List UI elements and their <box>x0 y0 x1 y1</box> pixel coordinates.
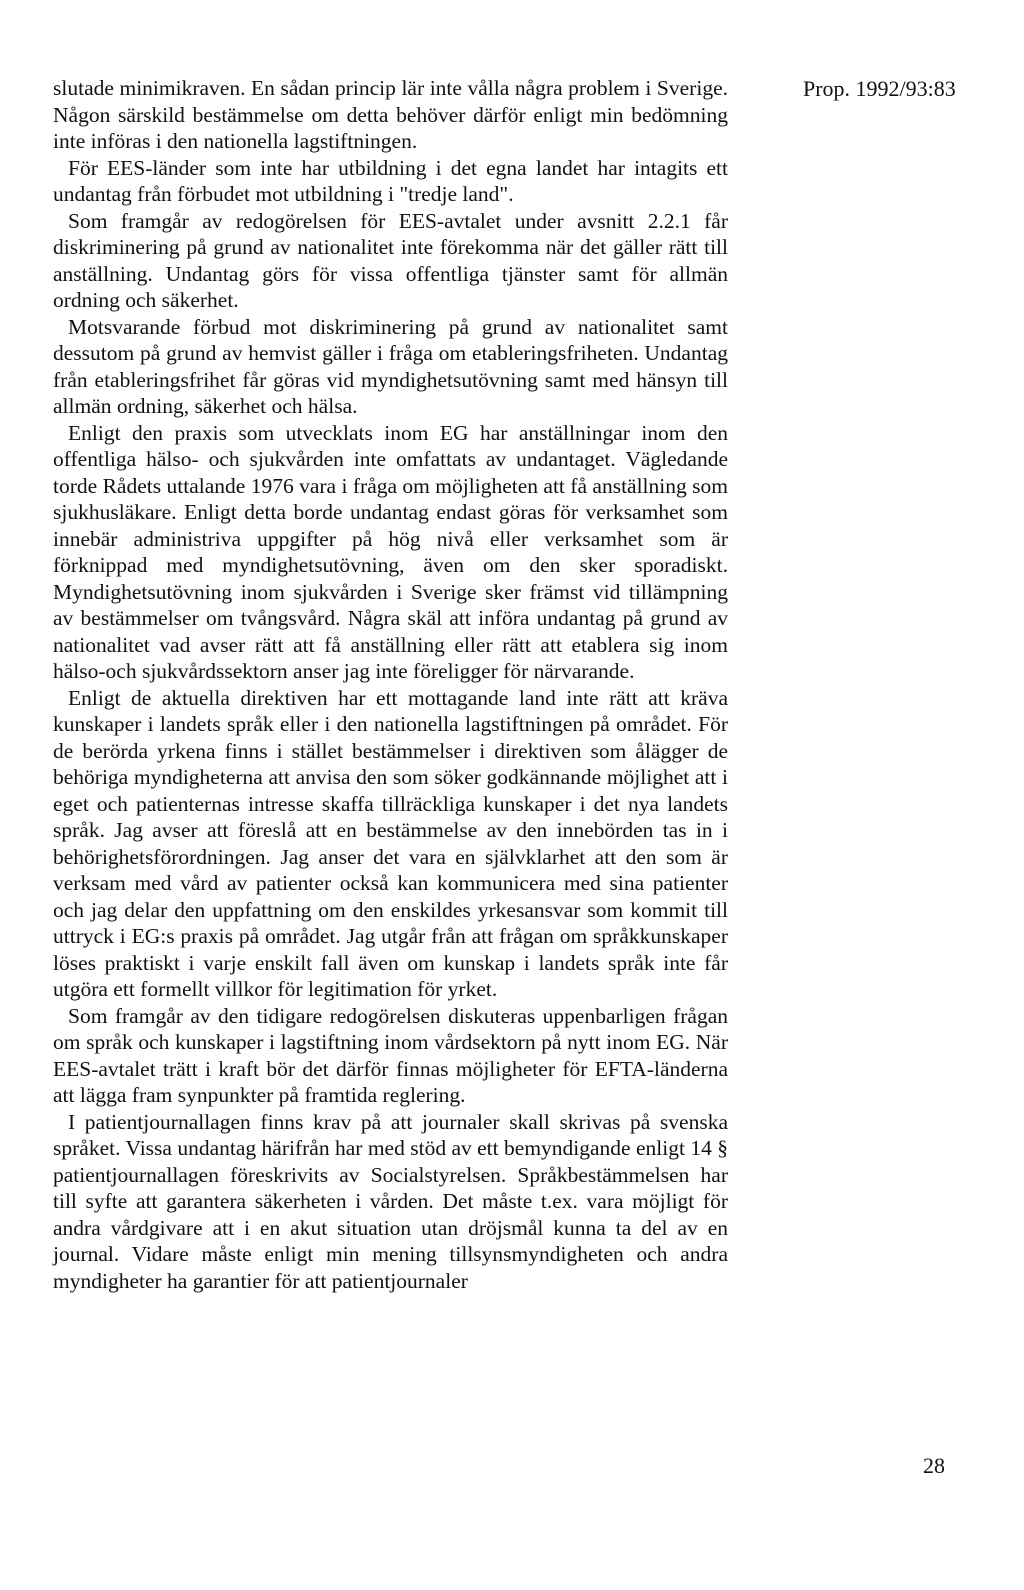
paragraph-7: Som framgår av den tidigare redogörelsen diskuteras uppenbarligen frågan om språk och kunskaper i lagstiftning inom vårdsektorn på nytt inom EG. När EES-avtalet trätt i kraft bör det därför finnas möjligheter för EFTA-länderna att lägga fram synpunkter på framtida reglering. <box>53 1003 728 1107</box>
paragraph-1: slutade minimikraven. En sådan princip lär inte vålla några problem i Sverige. Någon särskild bestämmelse om detta behöver därför enligt min bedömning inte införas i den nationella lagstiftningen. <box>53 76 728 153</box>
paragraph-4: Motsvarande förbud mot diskriminering på grund av nationalitet samt dessutom på grund av hemvist gäller i fråga om etableringsfriheten. Undantag från etableringsfrihet får göras vid myndighetsutövning samt med hänsyn till allmän ordning, säkerhet och hälsa. <box>53 314 728 418</box>
paragraph-8: I patientjournallagen finns krav på att journaler skall skrivas på svenska språket. Vissa undantag härifrån har med stöd av ett bemyndigande enligt 14 § patientjournallagen föreskrivits av Socialstyrelsen. Språkbestämmelsen har till syfte att garantera säkerheten i vården. Det måste t.ex. vara möjligt för andra vårdgivare att i en akut situation utan dröjsmål kunna ta del av en journal. Vidare måste enligt min mening tillsynsmyndigheten och andra myndigheter ha garantier för att patientjournaler <box>53 1109 728 1293</box>
paragraph-6: Enligt de aktuella direktiven har ett mottagande land inte rätt att kräva kunskaper i landets språk eller i den nationella lagstiftningen på området. För de berörda yrkena finns i stället bestämmelser i direktiven som ålägger de behöriga myndigheterna att anvisa den som söker godkännande möjlighet att i eget och patienternas intresse skaffa tillräckliga kunskaper i det nya landets språk. Jag avser att föreslå att en bestämmelse av den innebörden tas in i behörighetsförordningen. Jag anser det vara en självklarhet att den som är verksam med vård av patienter också kan kommunicera med sina patienter och jag delar den uppfattning om den enskildes yrkesansvar som kommit till uttryck i EG:s praxis på området. Jag utgår från att frågan om språkkunskaper löses praktiskt i varje enskilt fall även om kunskap i landets språk inte får utgöra ett formellt villkor för legitimation för yrket. <box>53 685 728 1001</box>
paragraph-2: För EES-länder som inte har utbildning i det egna landet har intagits ett undantag från förbudet mot utbildning i "tredje land". <box>53 155 728 206</box>
paragraph-5: Enligt den praxis som utvecklats inom EG har anställningar inom den offentliga hälso- och sjukvården inte omfattats av undantaget. Vägledande torde Rådets uttalande 1976 vara i fråga om möjligheten att få anställning som sjukhusläkare. Enligt detta borde undantag endast göras för verksamhet som innebär administriva uppgifter på hög nivå eller verksamhet som är förknippad med myndighetsutövning, även om den sker sporadiskt. Myndighetsutövning inom sjukvården i Sverige sker främst vid tillämpning av bestämmelser om tvångsvård. Några skäl att införa undantag på grund av nationalitet vad avser rätt att få anställning eller rätt att etablera sig inom hälso-och sjukvårdssektorn anser jag inte föreligger för närvarande. <box>53 420 728 683</box>
body-text <box>53 75 728 1294</box>
page-number: 28 <box>923 1453 945 1478</box>
proposition-reference: Prop. 1992/93:83 <box>803 76 956 101</box>
paragraph-3: Som framgår av redogörelsen för EES-avtalet under avsnitt 2.2.1 får diskriminering på grund av nationalitet inte förekomma när det gäller rätt till anställning. Undantag görs för vissa offentliga tjänster samt för allmän ordning och säkerhet. <box>53 208 728 312</box>
